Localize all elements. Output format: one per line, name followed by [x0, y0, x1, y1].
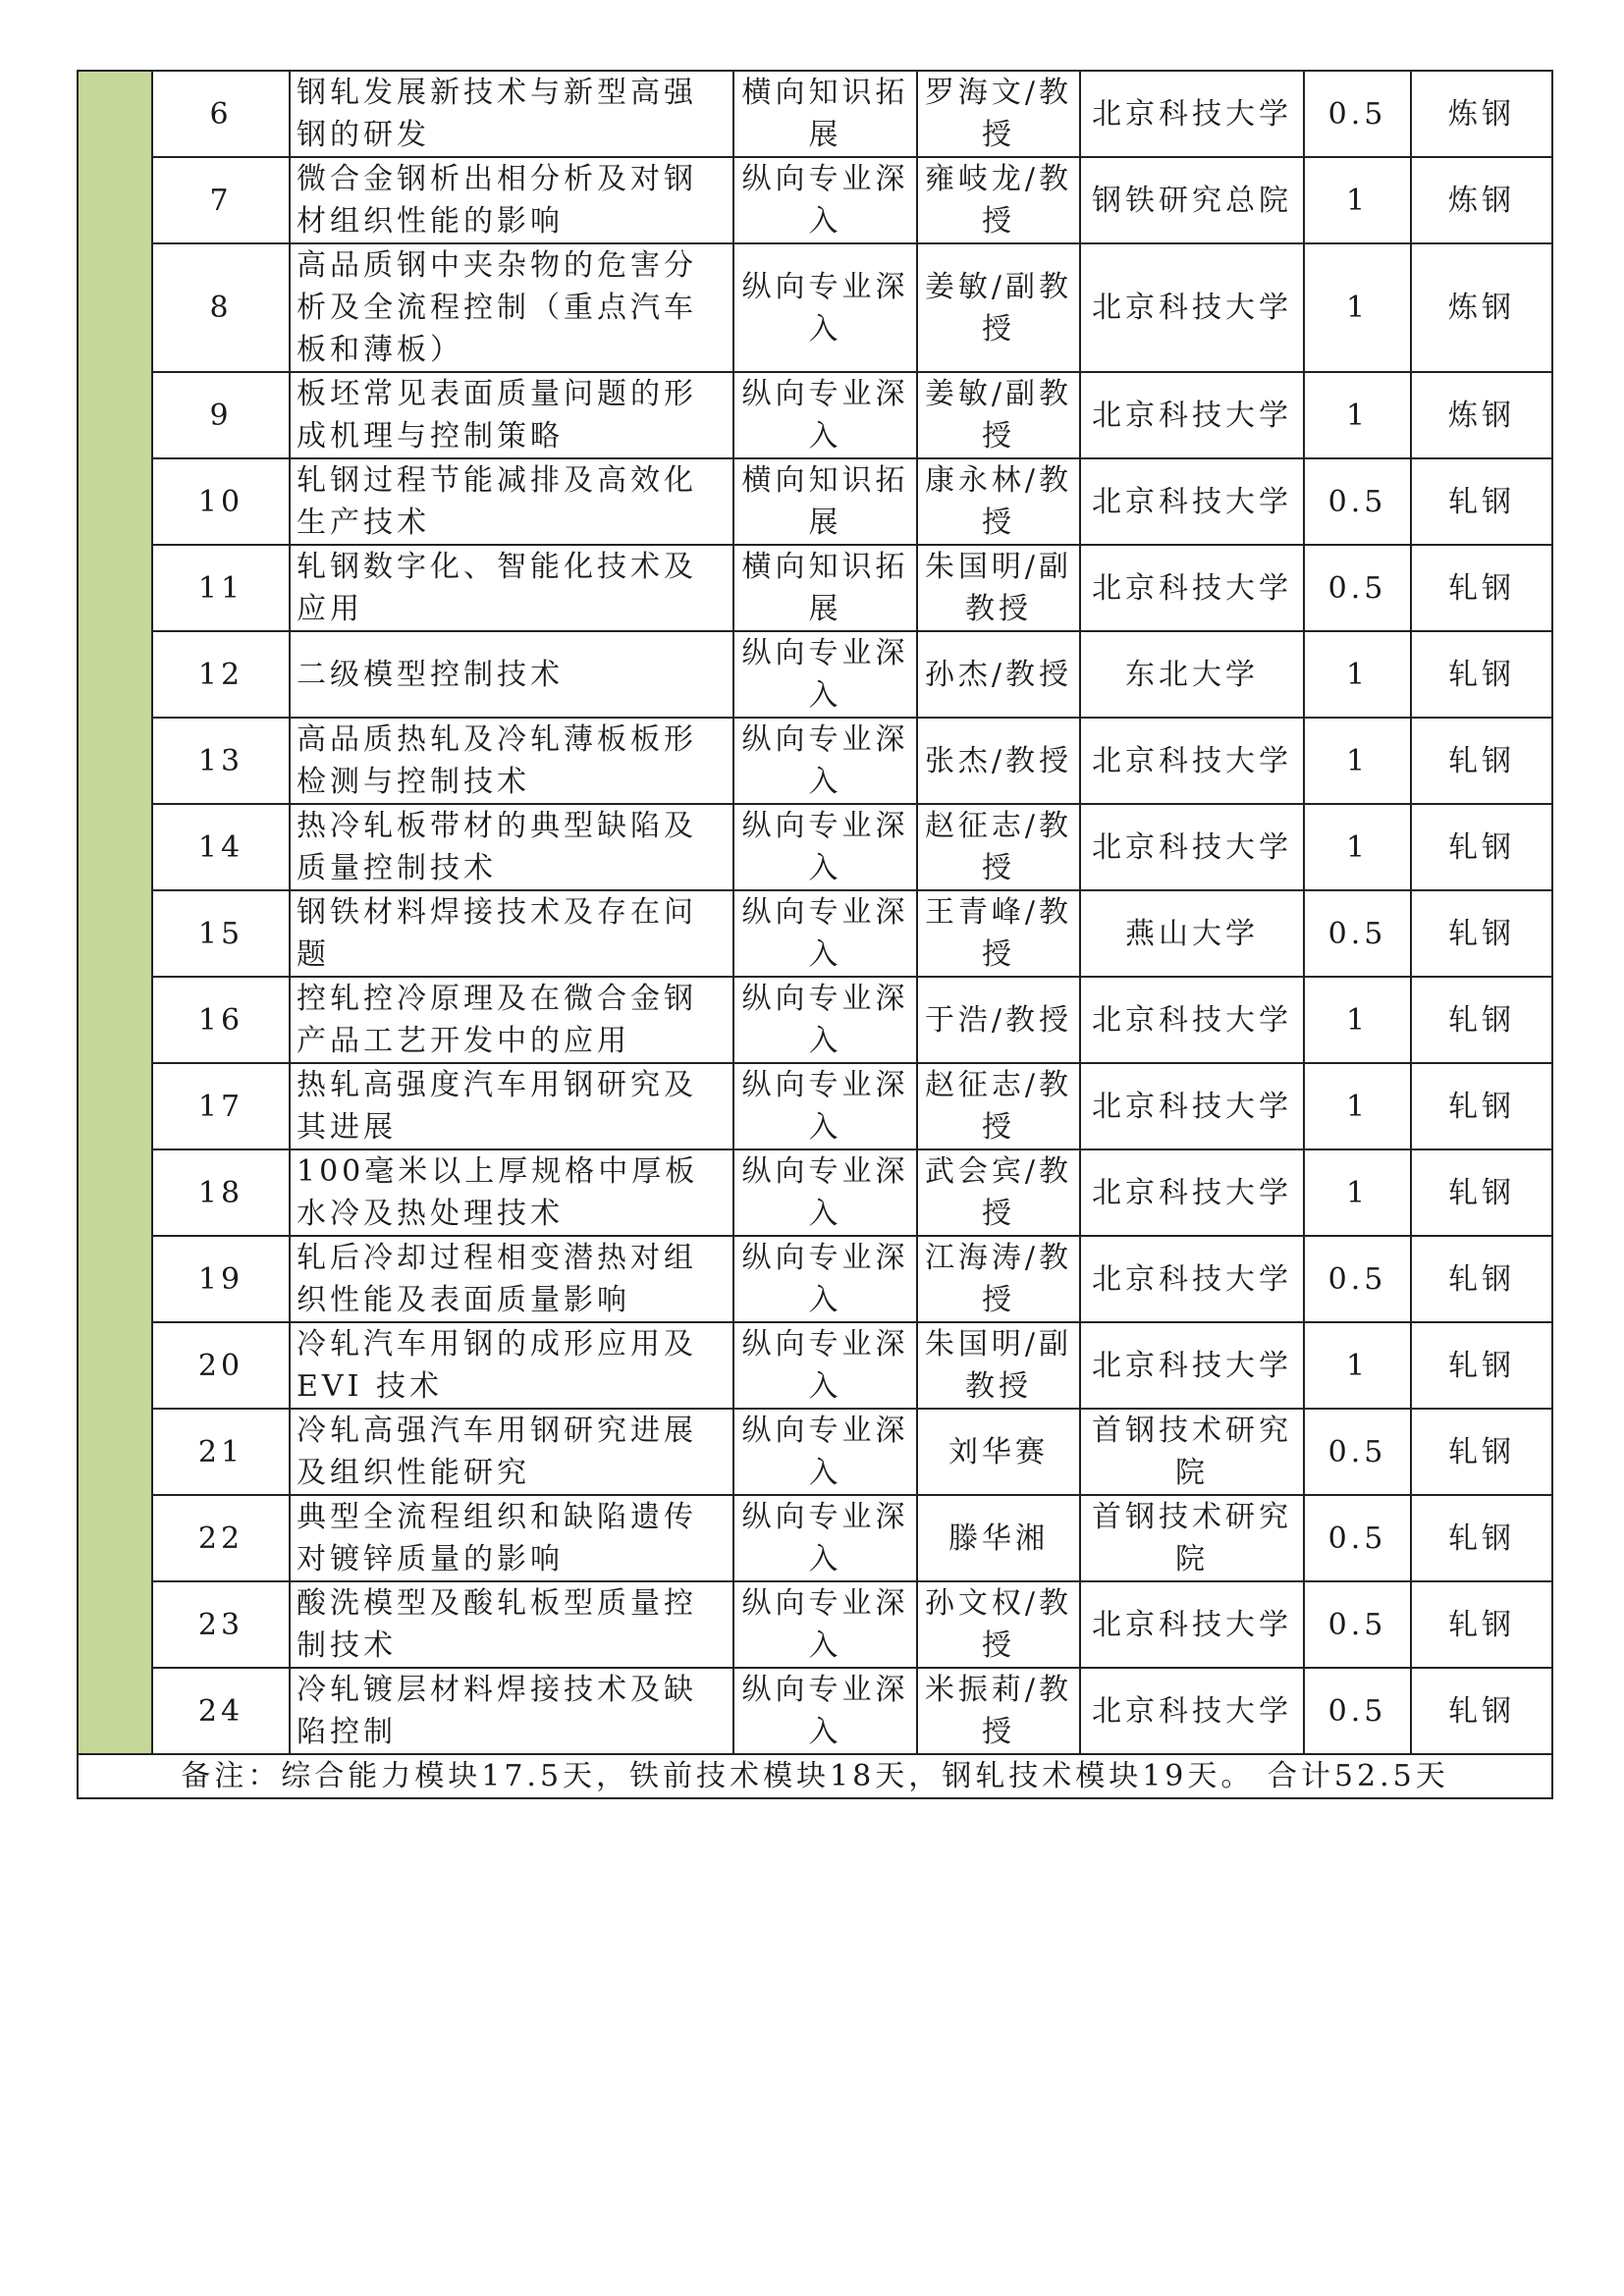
- teacher-unit: 北京科技大学: [1080, 372, 1304, 458]
- teacher-name: 康永林/教授: [917, 458, 1080, 545]
- course-type: 横向知识拓展: [733, 545, 917, 631]
- table-row: [78, 1668, 1552, 1754]
- course-category: 轧钢: [1411, 1149, 1552, 1236]
- row-number: 17: [152, 1063, 290, 1149]
- course-category: 轧钢: [1411, 545, 1552, 631]
- row-number: 13: [152, 718, 290, 804]
- course-category: 炼钢: [1411, 243, 1552, 372]
- teacher-name: 滕华湘: [917, 1495, 1080, 1581]
- teacher-unit: 北京科技大学: [1080, 1322, 1304, 1409]
- row-number: 14: [152, 804, 290, 890]
- course-type: 纵向专业深入: [733, 1668, 917, 1754]
- course-category: 轧钢: [1411, 1495, 1552, 1581]
- teacher-name: 罗海文/教授: [917, 71, 1080, 157]
- course-table: [77, 70, 1553, 1799]
- teacher-name: 孙杰/教授: [917, 631, 1080, 718]
- row-number: 21: [152, 1409, 290, 1495]
- course-title: 冷轧镀层材料焊接技术及缺陷控制: [290, 1668, 733, 1754]
- course-type: 纵向专业深入: [733, 243, 917, 372]
- teacher-name: 雍岐龙/教授: [917, 157, 1080, 243]
- teacher-name: 朱国明/副教授: [917, 1322, 1080, 1409]
- table-row: [78, 718, 1552, 804]
- course-type: 纵向专业深入: [733, 804, 917, 890]
- teacher-unit: 北京科技大学: [1080, 977, 1304, 1063]
- teacher-name: 赵征志/教授: [917, 1063, 1080, 1149]
- course-category: 轧钢: [1411, 631, 1552, 718]
- table-row: [78, 1236, 1552, 1322]
- course-days: 1: [1304, 1063, 1411, 1149]
- teacher-name: 武会宾/教授: [917, 1149, 1080, 1236]
- teacher-unit: 首钢技术研究院: [1080, 1409, 1304, 1495]
- row-number: 15: [152, 890, 290, 977]
- row-number: 9: [152, 372, 290, 458]
- teacher-unit: 北京科技大学: [1080, 1668, 1304, 1754]
- teacher-name: 朱国明/副教授: [917, 545, 1080, 631]
- course-category: 轧钢: [1411, 804, 1552, 890]
- row-number: 11: [152, 545, 290, 631]
- course-days: 0.5: [1304, 1668, 1411, 1754]
- course-type: 纵向专业深入: [733, 157, 917, 243]
- row-number: 23: [152, 1581, 290, 1668]
- table-row: [78, 1063, 1552, 1149]
- table-row: [78, 71, 1552, 157]
- table-row: [78, 1409, 1552, 1495]
- table-row: [78, 243, 1552, 372]
- teacher-unit: 东北大学: [1080, 631, 1304, 718]
- course-category: 轧钢: [1411, 718, 1552, 804]
- course-title: 酸洗模型及酸轧板型质量控制技术: [290, 1581, 733, 1668]
- row-number: 24: [152, 1668, 290, 1754]
- course-type: 横向知识拓展: [733, 458, 917, 545]
- course-category: 轧钢: [1411, 458, 1552, 545]
- row-number: 6: [152, 71, 290, 157]
- course-days: 1: [1304, 718, 1411, 804]
- course-title: 冷轧高强汽车用钢研究进展及组织性能研究: [290, 1409, 733, 1495]
- course-category: 轧钢: [1411, 890, 1552, 977]
- row-number: 12: [152, 631, 290, 718]
- course-title: 高品质热轧及冷轧薄板板形检测与控制技术: [290, 718, 733, 804]
- course-title: 钢铁材料焊接技术及存在问题: [290, 890, 733, 977]
- teacher-name: 米振莉/教授: [917, 1668, 1080, 1754]
- row-number: 22: [152, 1495, 290, 1581]
- course-category: 轧钢: [1411, 1063, 1552, 1149]
- course-days: 0.5: [1304, 1581, 1411, 1668]
- table-row: [78, 631, 1552, 718]
- course-days: 1: [1304, 1322, 1411, 1409]
- course-type: 纵向专业深入: [733, 372, 917, 458]
- table-row: [78, 1581, 1552, 1668]
- course-days: 1: [1304, 977, 1411, 1063]
- teacher-name: 王青峰/教授: [917, 890, 1080, 977]
- course-type: 纵向专业深入: [733, 1149, 917, 1236]
- course-category: 轧钢: [1411, 1668, 1552, 1754]
- teacher-unit: 燕山大学: [1080, 890, 1304, 977]
- row-number: 16: [152, 977, 290, 1063]
- course-title: 冷轧汽车用钢的成形应用及EVI 技术: [290, 1322, 733, 1409]
- row-number: 18: [152, 1149, 290, 1236]
- course-type: 纵向专业深入: [733, 1581, 917, 1668]
- teacher-unit: 北京科技大学: [1080, 545, 1304, 631]
- course-type: 纵向专业深入: [733, 977, 917, 1063]
- course-title: 轧后冷却过程相变潜热对组织性能及表面质量影响: [290, 1236, 733, 1322]
- course-category: 炼钢: [1411, 372, 1552, 458]
- note-row: [78, 1754, 1552, 1798]
- course-title: 二级模型控制技术: [290, 631, 733, 718]
- table-row: [78, 1495, 1552, 1581]
- course-type: 横向知识拓展: [733, 71, 917, 157]
- teacher-name: 姜敏/副教授: [917, 372, 1080, 458]
- table-row: [78, 890, 1552, 977]
- course-days: 0.5: [1304, 71, 1411, 157]
- course-days: 0.5: [1304, 1495, 1411, 1581]
- teacher-name: 赵征志/教授: [917, 804, 1080, 890]
- course-title: 轧钢过程节能减排及高效化生产技术: [290, 458, 733, 545]
- course-category: 炼钢: [1411, 157, 1552, 243]
- course-type: 纵向专业深入: [733, 1495, 917, 1581]
- course-title: 板坯常见表面质量问题的形成机理与控制策略: [290, 372, 733, 458]
- course-days: 0.5: [1304, 890, 1411, 977]
- teacher-unit: 北京科技大学: [1080, 1149, 1304, 1236]
- row-number: 7: [152, 157, 290, 243]
- course-title: 热轧高强度汽车用钢研究及其进展: [290, 1063, 733, 1149]
- course-days: 0.5: [1304, 1236, 1411, 1322]
- course-category: 轧钢: [1411, 1236, 1552, 1322]
- course-days: 1: [1304, 372, 1411, 458]
- course-title: 典型全流程组织和缺陷遗传对镀锌质量的影响: [290, 1495, 733, 1581]
- course-days: 0.5: [1304, 1409, 1411, 1495]
- row-number: 8: [152, 243, 290, 372]
- table-row: [78, 977, 1552, 1063]
- table-row: [78, 372, 1552, 458]
- teacher-name: 姜敏/副教授: [917, 243, 1080, 372]
- course-type: 纵向专业深入: [733, 1236, 917, 1322]
- row-number: 20: [152, 1322, 290, 1409]
- course-category: 炼钢: [1411, 71, 1552, 157]
- teacher-unit: 北京科技大学: [1080, 804, 1304, 890]
- teacher-name: 张杰/教授: [917, 718, 1080, 804]
- teacher-unit: 北京科技大学: [1080, 243, 1304, 372]
- course-title: 轧钢数字化、智能化技术及应用: [290, 545, 733, 631]
- course-type: 纵向专业深入: [733, 1063, 917, 1149]
- teacher-unit: 北京科技大学: [1080, 71, 1304, 157]
- course-category: 轧钢: [1411, 1322, 1552, 1409]
- teacher-unit: 北京科技大学: [1080, 718, 1304, 804]
- course-category: 轧钢: [1411, 1581, 1552, 1668]
- course-type: 纵向专业深入: [733, 890, 917, 977]
- course-title: 热冷轧板带材的典型缺陷及质量控制技术: [290, 804, 733, 890]
- table-row: [78, 545, 1552, 631]
- module-column-cell: [78, 71, 152, 1754]
- table-body: [78, 71, 1552, 1798]
- course-type: 纵向专业深入: [733, 718, 917, 804]
- teacher-name: 刘华赛: [917, 1409, 1080, 1495]
- course-days: 1: [1304, 243, 1411, 372]
- teacher-unit: 首钢技术研究院: [1080, 1495, 1304, 1581]
- course-title: 钢轧发展新技术与新型高强钢的研发: [290, 71, 733, 157]
- teacher-unit: 钢铁研究总院: [1080, 157, 1304, 243]
- course-category: 轧钢: [1411, 977, 1552, 1063]
- row-number: 10: [152, 458, 290, 545]
- teacher-unit: 北京科技大学: [1080, 1581, 1304, 1668]
- course-days: 1: [1304, 1149, 1411, 1236]
- course-days: 0.5: [1304, 545, 1411, 631]
- table-row: [78, 458, 1552, 545]
- course-days: 1: [1304, 631, 1411, 718]
- course-title: 微合金钢析出相分析及对钢材组织性能的影响: [290, 157, 733, 243]
- teacher-unit: 北京科技大学: [1080, 1063, 1304, 1149]
- teacher-name: 于浩/教授: [917, 977, 1080, 1063]
- course-title: 100毫米以上厚规格中厚板水冷及热处理技术: [290, 1149, 733, 1236]
- teacher-name: 江海涛/教授: [917, 1236, 1080, 1322]
- table-row: [78, 1149, 1552, 1236]
- table-row: [78, 804, 1552, 890]
- course-type: 纵向专业深入: [733, 1322, 917, 1409]
- course-type: 纵向专业深入: [733, 631, 917, 718]
- course-days: 1: [1304, 804, 1411, 890]
- course-days: 1: [1304, 157, 1411, 243]
- course-days: 0.5: [1304, 458, 1411, 545]
- table-row: [78, 157, 1552, 243]
- teacher-unit: 北京科技大学: [1080, 458, 1304, 545]
- row-number: 19: [152, 1236, 290, 1322]
- course-title: 控轧控冷原理及在微合金钢产品工艺开发中的应用: [290, 977, 733, 1063]
- teacher-unit: 北京科技大学: [1080, 1236, 1304, 1322]
- table-row: [78, 1322, 1552, 1409]
- teacher-name: 孙文权/教授: [917, 1581, 1080, 1668]
- table-note: 备注：综合能力模块17.5天，铁前技术模块18天，钢轧技术模块19天。 合计52.5天: [78, 1754, 1552, 1798]
- course-title: 高品质钢中夹杂物的危害分析及全流程控制（重点汽车板和薄板）: [290, 243, 733, 372]
- course-type: 纵向专业深入: [733, 1409, 917, 1495]
- course-category: 轧钢: [1411, 1409, 1552, 1495]
